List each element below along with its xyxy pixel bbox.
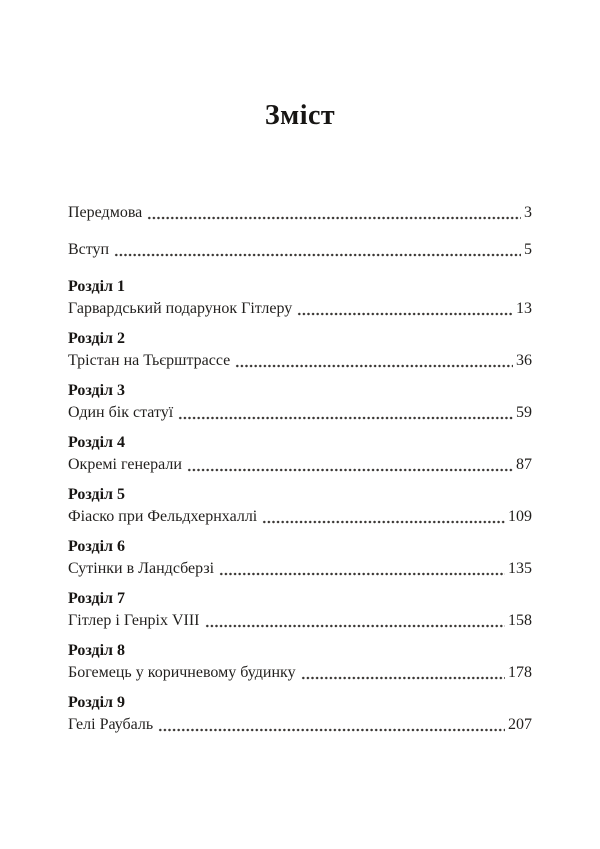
toc-chapter: [68, 276, 532, 320]
toc-entry-page-number: 135: [508, 560, 532, 577]
dot-leader: [219, 572, 505, 576]
dot-leader: [147, 216, 521, 220]
toc-entry: [68, 298, 532, 320]
toc-entry-page-number: 207: [508, 716, 532, 733]
chapter-heading: Розділ 6: [68, 538, 126, 555]
dot-leader: [235, 364, 513, 368]
toc-chapter: [68, 692, 532, 736]
dot-leader: [301, 676, 505, 680]
toc-entry-page-number: 109: [508, 508, 532, 525]
chapter-heading: Розділ 2: [68, 330, 126, 347]
chapter-heading: Розділ 8: [68, 642, 126, 659]
toc-entry-label: Трістан на Тьєрштрассе: [68, 352, 231, 369]
dot-leader: [158, 728, 505, 732]
toc-entry: [68, 454, 532, 476]
dot-leader: [205, 624, 506, 628]
page-title: Зміст: [264, 100, 336, 131]
toc-chapter: [68, 484, 532, 528]
toc-entry-page-number: 36: [516, 352, 532, 369]
toc-chapter: [68, 640, 532, 684]
toc-entry-label: Сутінки в Ландсберзі: [68, 560, 215, 577]
toc-entry: [68, 202, 532, 224]
chapter-heading: Розділ 5: [68, 486, 126, 503]
dot-leader: [297, 312, 513, 316]
toc-entry-page-number: 158: [508, 612, 532, 629]
toc-entry-label: Фіаско при Фельдхернхаллі: [68, 508, 258, 525]
dot-leader: [178, 416, 513, 420]
dot-leader: [114, 253, 521, 257]
toc-chapter: [68, 588, 532, 632]
toc-chapter: [68, 328, 532, 372]
toc-chapters: [68, 276, 532, 736]
toc-entry-page-number: 59: [516, 404, 532, 421]
toc-entry: [68, 558, 532, 580]
toc-entry: [68, 402, 532, 424]
toc-entry: [68, 506, 532, 528]
toc-entry-label: Гелі Раубаль: [68, 716, 154, 733]
toc-entry-label: Гарвардський подарунок Гітлеру: [68, 300, 293, 317]
chapter-heading: Розділ 1: [68, 278, 126, 295]
toc-entry: [68, 239, 532, 261]
toc-list: [68, 202, 532, 736]
toc-entry-label: Гітлер і Генріх VIII: [68, 612, 200, 629]
dot-leader: [187, 468, 513, 472]
toc-entry: [68, 714, 532, 736]
toc-entry-label: Богемець у коричневому будинку: [68, 664, 296, 681]
toc-entry-label: Вступ: [68, 241, 110, 258]
toc-entry: [68, 662, 532, 684]
toc-chapter: [68, 380, 532, 424]
chapter-heading: Розділ 7: [68, 590, 126, 607]
chapter-heading: Розділ 9: [68, 694, 126, 711]
chapter-heading: Розділ 3: [68, 382, 126, 399]
toc-entry-label: Один бік статуї: [68, 404, 174, 421]
toc-entry-label: Передмова: [68, 204, 143, 221]
toc-entry-page-number: 13: [516, 300, 532, 317]
toc-entry-page-number: 3: [524, 204, 532, 221]
toc-chapter: [68, 432, 532, 476]
toc-entry: [68, 610, 532, 632]
toc-chapter: [68, 536, 532, 580]
chapter-heading: Розділ 4: [68, 434, 126, 451]
toc-entry-page-number: 87: [516, 456, 532, 473]
toc-entry-page-number: 5: [524, 241, 532, 258]
toc-entry-label: Окремі генерали: [68, 456, 182, 473]
toc-entry: [68, 350, 532, 372]
toc-entry-page-number: 178: [508, 664, 532, 681]
toc-front-matter: [68, 202, 532, 261]
dot-leader: [262, 520, 505, 524]
